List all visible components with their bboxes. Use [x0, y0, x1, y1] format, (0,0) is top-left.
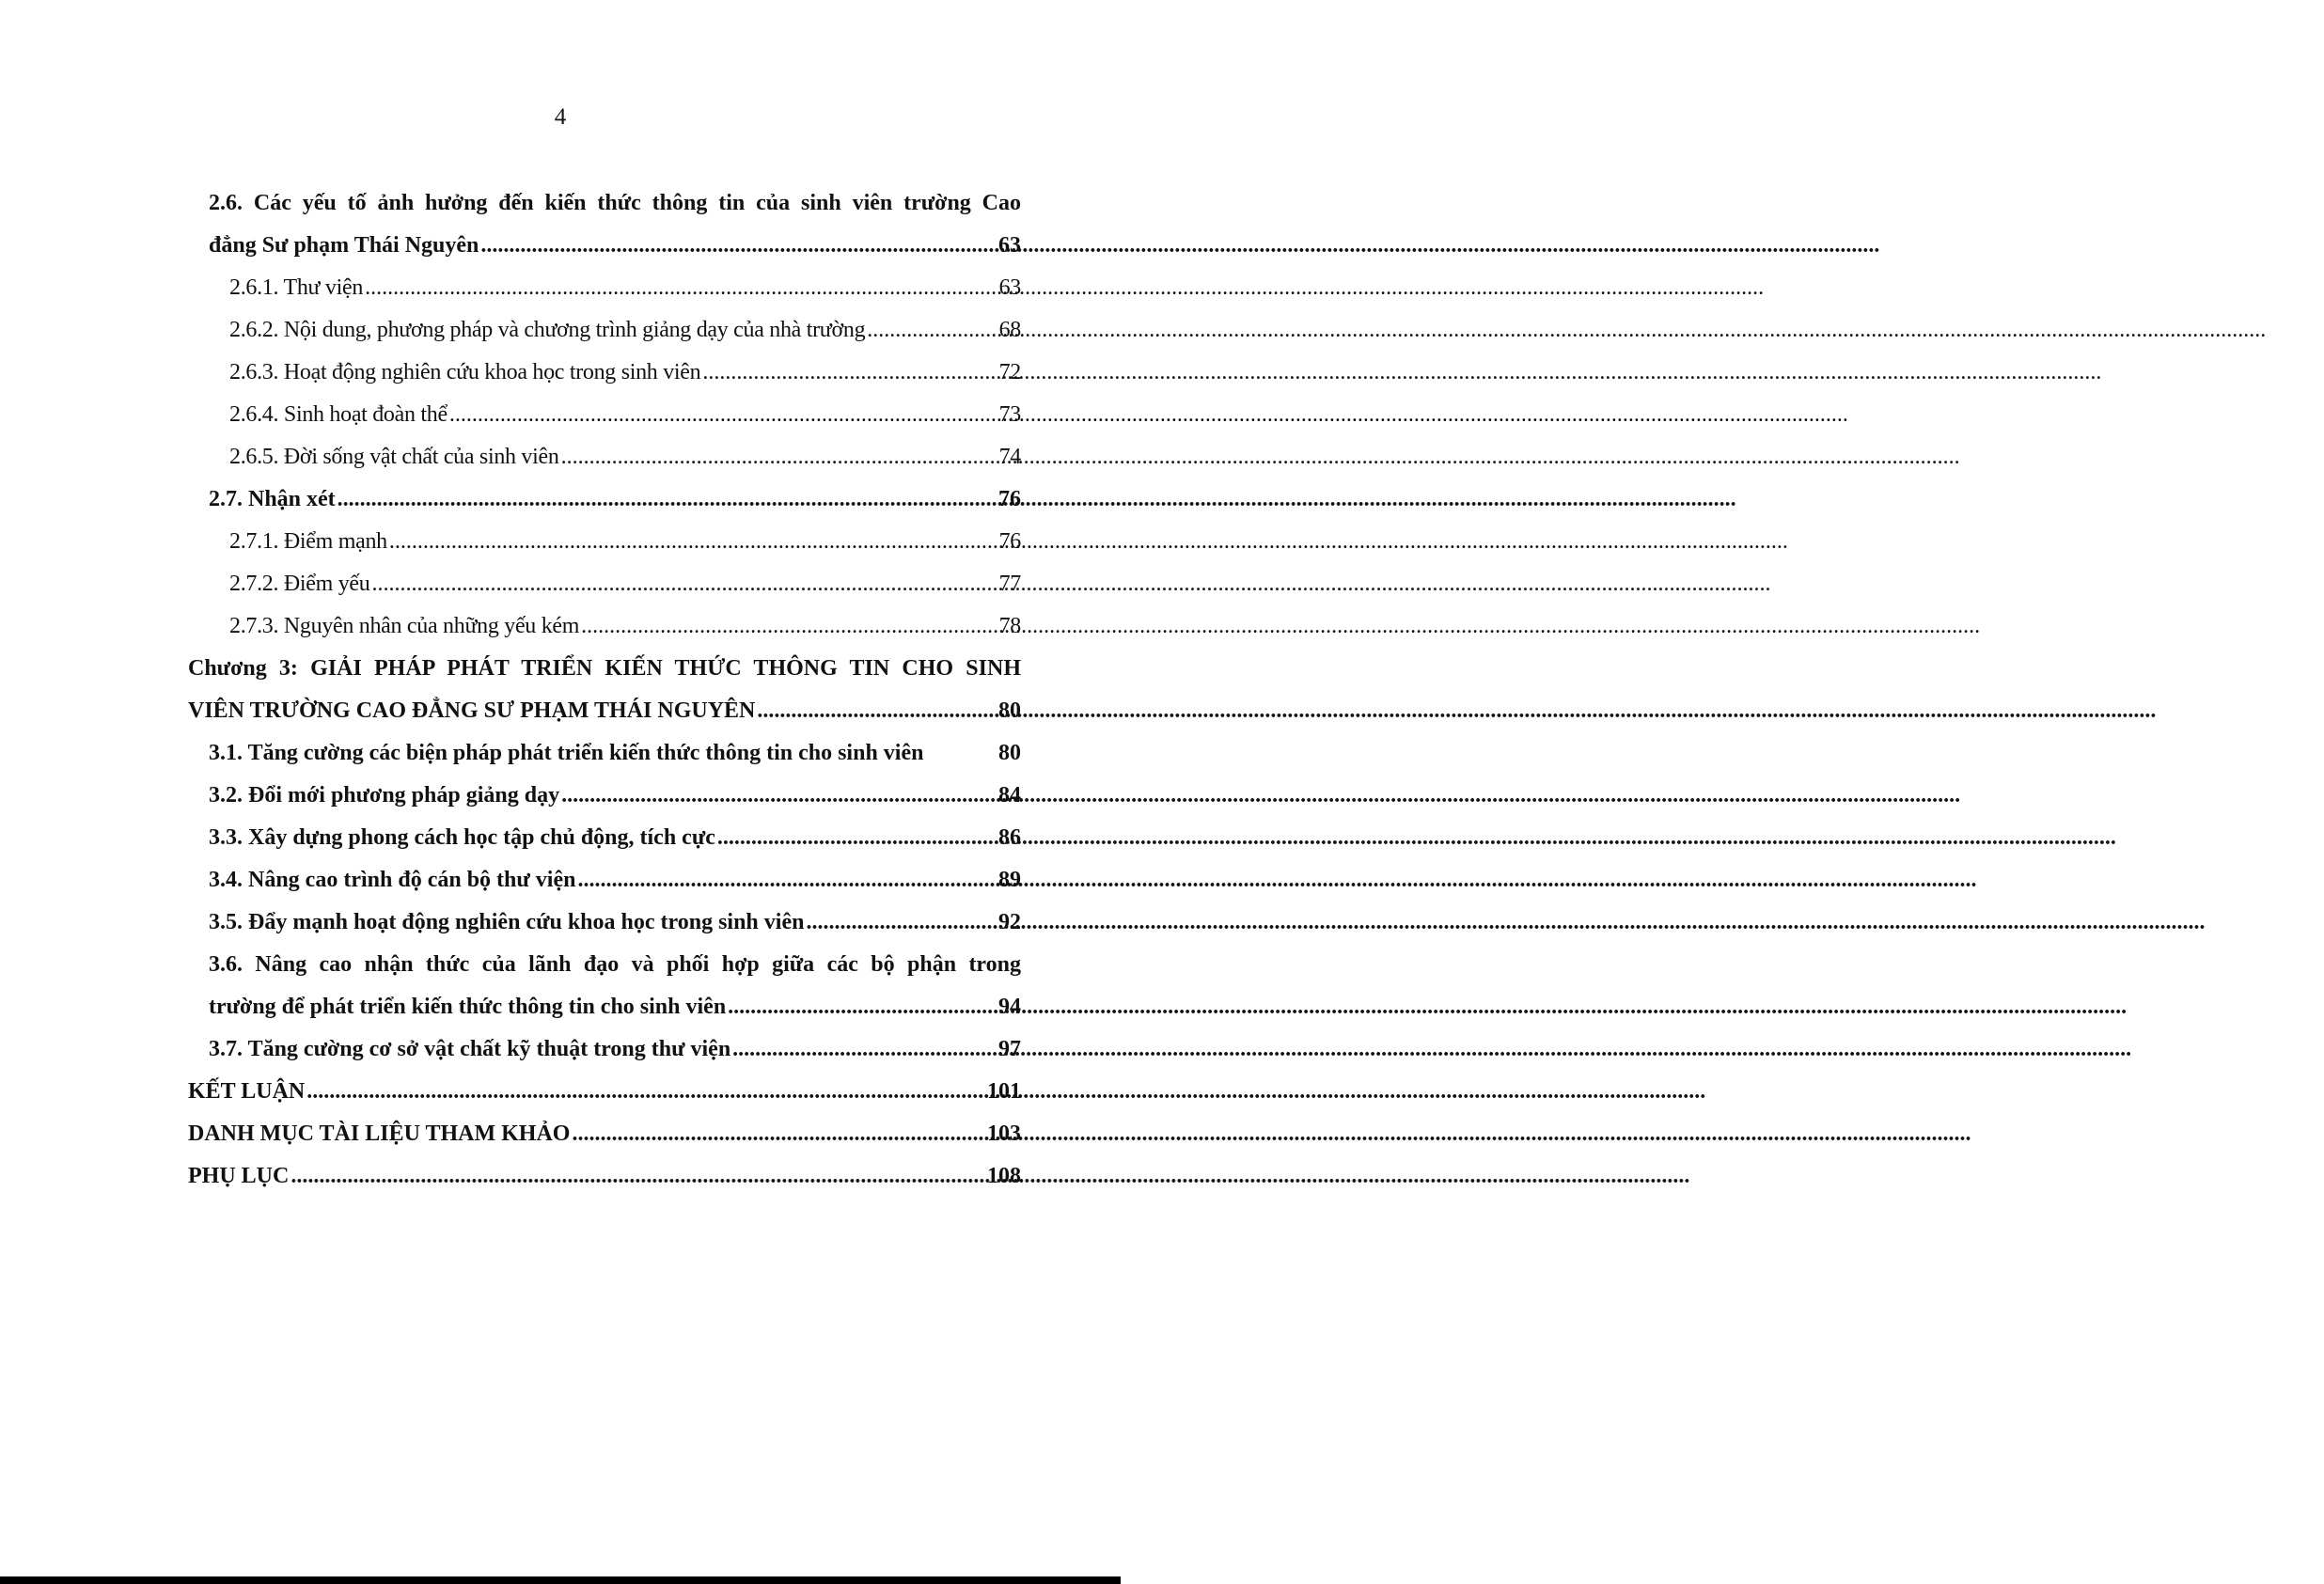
toc-entry[interactable]: [188, 690, 1021, 732]
dot-leader: [572, 1113, 985, 1155]
toc-entry-page-number: 97: [998, 1037, 1021, 1061]
toc-entry-title: đẳng Sư phạm Thái Nguyên: [209, 233, 479, 258]
toc-entry-title: 2.7.3. Nguyên nhân của những yếu kém: [229, 614, 580, 638]
toc-entry-page-number: 89: [998, 868, 1021, 892]
toc-entry-first-line: 3.6. Nâng cao nhận thức của lãnh đạo và phối hợp giữa các bộ phận trong: [209, 952, 1021, 977]
toc-entry[interactable]: [188, 605, 1021, 648]
dot-leader: [389, 521, 997, 563]
dot-leader: [449, 394, 997, 436]
toc-entry-title: 3.1. Tăng cường các biện pháp phát triển kiến thức thông tin cho sinh viên: [209, 741, 924, 765]
toc-entry-title: 3.4. Nâng cao trình độ cán bộ thư viện: [209, 868, 576, 892]
toc-entry-title: 3.2. Đổi mới phương pháp giảng dạy: [209, 783, 560, 808]
toc-entry-title: 2.6.4. Sinh hoạt đoàn thể: [229, 402, 448, 427]
toc-entry[interactable]: [188, 309, 1021, 352]
toc-entry-title: KẾT LUẬN: [188, 1079, 306, 1104]
dot-leader: [577, 859, 997, 902]
toc-entry[interactable]: [188, 394, 1021, 436]
dot-leader: [806, 902, 997, 944]
toc-entry-first-line: 2.6. Các yếu tố ảnh hưởng đến kiến thức thông tin của sinh viên trường Cao: [209, 191, 1021, 215]
toc-entry[interactable]: [188, 1028, 1021, 1071]
dot-leader: [581, 605, 997, 648]
dot-leader: [338, 478, 997, 521]
toc-entry[interactable]: [188, 1071, 1021, 1113]
toc-entry[interactable]: [188, 267, 1021, 309]
toc-entry-title: 2.6.1. Thư viện: [229, 275, 364, 300]
dot-leader: [306, 1071, 985, 1113]
toc-entry-title: 3.3. Xây dựng phong cách học tập chủ động, tích cực: [209, 825, 715, 850]
toc-entry-title: 2.6.3. Hoạt động nghiên cứu khoa học trong sinh viên: [229, 360, 701, 384]
dot-leader: [702, 352, 997, 394]
toc-entry-page-number: 73: [998, 402, 1021, 427]
toc-entry[interactable]: [188, 436, 1021, 478]
toc-entry-page-number: 92: [998, 910, 1021, 934]
toc-entry-page-number: 63: [998, 233, 1021, 258]
toc-entry[interactable]: [188, 1113, 1021, 1155]
toc-entry-page-number: 63: [998, 275, 1021, 300]
toc-entry[interactable]: [188, 478, 1021, 521]
toc-entry[interactable]: [188, 352, 1021, 394]
toc-entry-page-number: 78: [998, 614, 1021, 638]
toc-entry-first-line: Chương 3: GIẢI PHÁP PHÁT TRIỂN KIẾN THỨC THÔNG TIN CHO SINH: [188, 656, 1021, 681]
dot-leader: [365, 267, 997, 309]
toc-entry[interactable]: [188, 902, 1021, 944]
toc-entry-title: trường để phát triển kiến thức thông tin cho sinh viên: [209, 995, 727, 1019]
toc-entry-title: 3.7. Tăng cường cơ sở vật chất kỹ thuật trong thư viện: [209, 1037, 731, 1061]
toc-entry-page-number: 94: [998, 995, 1021, 1019]
toc-entry-page-number: 80: [998, 698, 1021, 723]
toc-entry-title: 3.5. Đẩy mạnh hoạt động nghiên cứu khoa học trong sinh viên: [209, 910, 805, 934]
page-number: 4: [554, 104, 567, 130]
dot-leader: [717, 817, 997, 859]
table-of-contents: [188, 182, 1021, 1198]
toc-entry-page-number: 108: [987, 1164, 1021, 1188]
toc-entry-page-number: 76: [998, 487, 1021, 511]
toc-entry[interactable]: [188, 563, 1021, 605]
toc-entry-title: 2.7.2. Điểm yếu: [229, 572, 370, 596]
toc-entry[interactable]: [188, 1155, 1021, 1198]
toc-entry-title: 2.6.2. Nội dung, phương pháp và chương trình giảng dạy của nhà trường: [229, 318, 866, 342]
dot-leader: [757, 690, 997, 732]
dot-leader: [290, 1155, 985, 1198]
toc-entry-page-number: 101: [987, 1079, 1021, 1104]
toc-entry[interactable]: [188, 859, 1021, 902]
toc-entry-title: 2.7. Nhận xét: [209, 487, 336, 511]
toc-entry-title: 2.6.5. Đời sống vật chất của sinh viên: [229, 445, 559, 469]
toc-entry[interactable]: [188, 775, 1021, 817]
dot-leader: [728, 986, 997, 1028]
toc-entry-title: 2.7.1. Điểm mạnh: [229, 529, 387, 554]
dot-leader: [732, 1028, 997, 1071]
toc-entry-page-number: 84: [998, 783, 1021, 808]
toc-entry-page-number: 77: [998, 572, 1021, 596]
dot-leader: [561, 436, 997, 478]
dot-leader: [867, 309, 997, 352]
toc-entry-page-number: 86: [998, 825, 1021, 850]
dot-leader: [561, 775, 997, 817]
toc-entry-page-number: 72: [998, 360, 1021, 384]
dot-leader: [480, 225, 997, 267]
bottom-rule: [0, 1576, 1121, 1584]
toc-entry-title: PHỤ LỤC: [188, 1164, 290, 1188]
toc-entry-title: VIÊN TRƯỜNG CAO ĐẲNG SƯ PHẠM THÁI NGUYÊN: [188, 698, 756, 723]
toc-entry[interactable]: [188, 521, 1021, 563]
toc-entry-page-number: 80: [998, 741, 1021, 765]
toc-entry-page-number: 68: [998, 318, 1021, 342]
toc-entry-page-number: 74: [998, 445, 1021, 469]
dot-leader: [371, 563, 997, 605]
toc-entry[interactable]: [188, 817, 1021, 859]
toc-entry[interactable]: [188, 225, 1021, 267]
toc-entry-title: DANH MỤC TÀI LIỆU THAM KHẢO: [188, 1121, 571, 1146]
toc-entry[interactable]: [188, 986, 1021, 1028]
toc-entry-page-number: 103: [987, 1121, 1021, 1146]
toc-entry-page-number: 76: [998, 529, 1021, 554]
toc-entry[interactable]: [188, 732, 1021, 775]
